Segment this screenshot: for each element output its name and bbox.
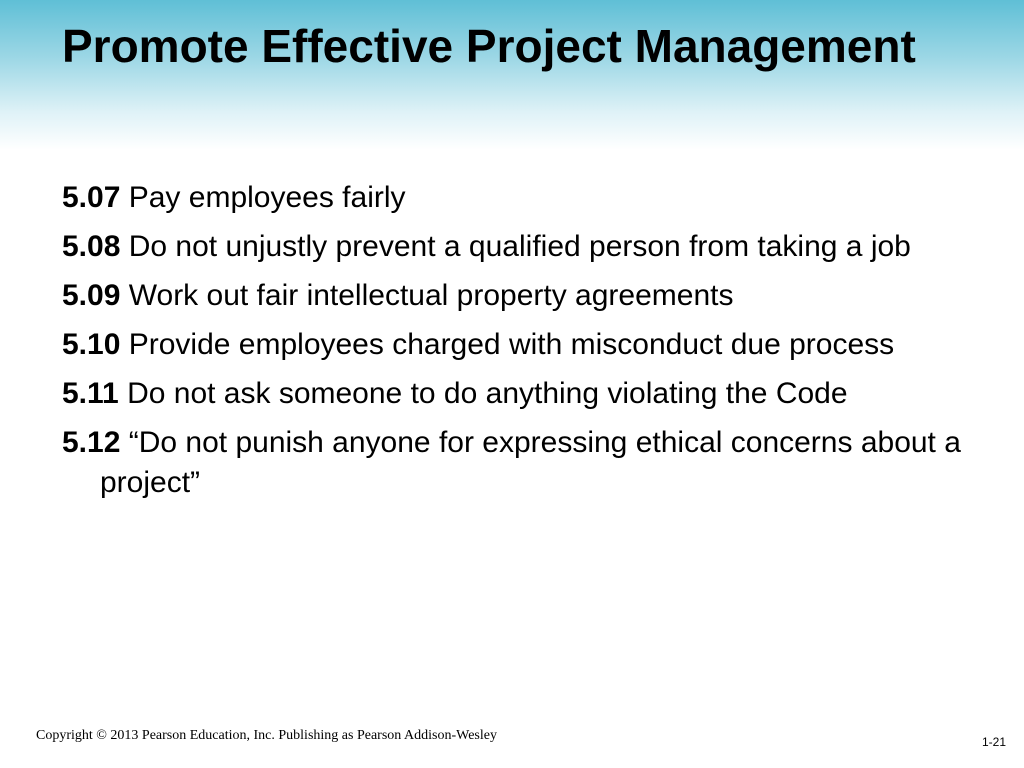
page-number: 1-21 <box>981 735 1006 749</box>
bullet-list <box>62 178 982 512</box>
item-number: 5.07 <box>62 181 121 214</box>
item-number: 5.08 <box>62 230 121 263</box>
item-number: 5.10 <box>62 328 121 361</box>
item-number: 5.12 <box>62 426 121 459</box>
item-text: Work out fair intellectual property agreements <box>128 279 734 312</box>
item-text: Pay employees fairly <box>128 181 406 214</box>
item-text: Provide employees charged with misconduct due process <box>128 328 895 361</box>
item-text: Do not unjustly prevent a qualified person from taking a job <box>128 230 911 263</box>
list-item <box>62 276 982 316</box>
item-number: 5.11 <box>62 377 119 410</box>
list-item <box>62 325 982 365</box>
list-item <box>62 227 982 267</box>
item-number: 5.09 <box>62 279 121 312</box>
list-item <box>62 178 982 218</box>
slide-title: Promote Effective Project Management <box>62 20 916 72</box>
copyright-notice: Copyright © 2013 Pearson Education, Inc. Publishing as Pearson Addison-Wesley <box>36 728 497 743</box>
list-item <box>62 423 982 503</box>
item-text: “Do not punish anyone for expressing ethical concerns about a project” <box>100 426 961 499</box>
item-text: Do not ask someone to do anything violating the Code <box>127 377 848 410</box>
list-item <box>62 374 982 414</box>
